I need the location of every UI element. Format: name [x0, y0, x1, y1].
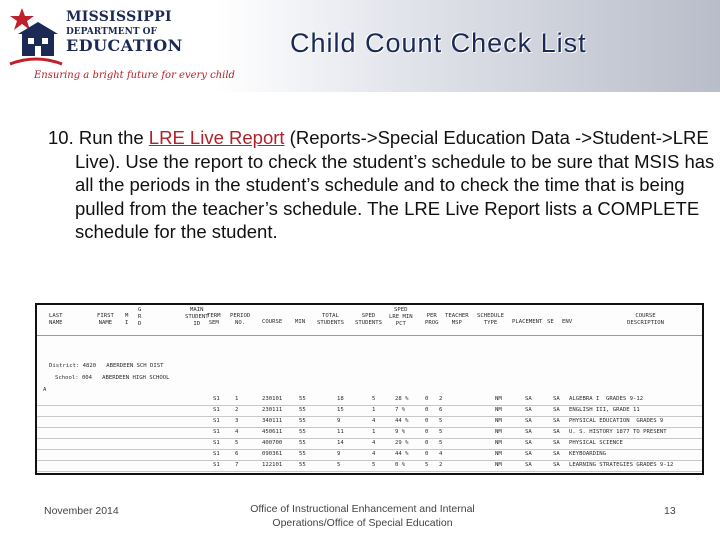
report-cell: 44 %: [395, 418, 409, 424]
report-column-header: LAST NAME: [49, 313, 63, 326]
report-row: [37, 406, 702, 417]
report-cell: 55: [299, 440, 306, 446]
report-cell: U. S. HISTORY 1877 TO PRESENT: [569, 429, 667, 435]
report-cell: 2: [235, 407, 239, 413]
report-cell: S1: [213, 396, 220, 402]
lre-live-report-link[interactable]: LRE Live Report: [148, 127, 285, 148]
report-cell: 0: [425, 407, 429, 413]
report-column-header: PLACEMENT: [512, 319, 543, 325]
report-cell: S1: [213, 407, 220, 413]
report-column-header: G R D: [138, 307, 142, 327]
report-cell: 14: [337, 440, 344, 446]
report-column-header: COURSE: [262, 319, 283, 325]
report-cell: 44 %: [395, 451, 409, 457]
report-cell: 6: [439, 407, 443, 413]
report-cell: 55: [299, 418, 306, 424]
report-cell: 2: [439, 396, 443, 402]
report-cell: 55: [299, 462, 306, 468]
report-cell: NM: [495, 407, 502, 413]
report-cell: 6: [235, 451, 239, 457]
instruction-prefix: 10. Run the: [48, 127, 149, 148]
report-cell: 4: [235, 429, 239, 435]
report-column-header: PER PROG: [425, 313, 439, 326]
star-schoolhouse-icon: [8, 4, 64, 68]
report-cell: 9 %: [395, 429, 406, 435]
report-row: [37, 450, 702, 461]
footer-office: Office of Instructional Enhancement and Internal Operations/Office of Special Education: [250, 503, 475, 529]
report-cell: 3: [235, 418, 239, 424]
report-cell: 29 %: [395, 440, 409, 446]
logo-edu: EDUCATION: [66, 36, 183, 55]
report-cell: 400700: [262, 440, 283, 446]
report-cell: 1: [372, 429, 376, 435]
report-cell: 0 %: [395, 462, 406, 468]
report-column-header: SPED LRE MIN PCT: [389, 307, 413, 327]
report-cell: 230111: [262, 407, 283, 413]
report-cell: NM: [495, 440, 502, 446]
report-cell: ALGEBRA I GRADES 9-12: [569, 396, 644, 402]
report-row: [37, 461, 702, 472]
report-cell: SA: [525, 451, 532, 457]
report-cell: SA: [553, 418, 560, 424]
report-row: [37, 439, 702, 450]
report-column-header: MIN: [295, 319, 306, 325]
footer-date: November 2014: [44, 505, 119, 517]
report-cell: NM: [495, 429, 502, 435]
report-column-header: SE: [547, 319, 554, 325]
report-cell: S1: [213, 429, 220, 435]
logo-name: MISSISSIPPI: [66, 9, 172, 25]
report-cell: 5: [372, 396, 376, 402]
report-marker: A: [43, 387, 47, 393]
report-cell: SA: [553, 462, 560, 468]
report-cell: NM: [495, 451, 502, 457]
instruction-paragraph: [48, 126, 715, 244]
report-cell: SA: [525, 396, 532, 402]
header-rule: [37, 335, 702, 336]
report-cell: 4: [372, 418, 376, 424]
report-column-header: M I: [125, 313, 129, 326]
report-cell: 7: [235, 462, 239, 468]
report-cell: 122101: [262, 462, 283, 468]
logo-dept: DEPARTMENT OF: [66, 27, 157, 37]
report-cell: 5: [425, 462, 429, 468]
report-cell: 28 %: [395, 396, 409, 402]
instruction-rest: (Reports->Special Education Data ->Student->LRE Live). Use the report to check the student’s schedule to be sure that MSIS has all the periods in the student’s schedule and to check the time that is being pulled from the teacher’s schedule. The LRE Live Report lists a COMPLETE schedule for the student.: [75, 127, 715, 242]
report-column-header: FIRST NAME: [97, 313, 114, 326]
report-cell: 5: [372, 462, 376, 468]
report-cell: 5: [439, 418, 443, 424]
report-row: [37, 395, 702, 406]
report-cell: 11: [337, 429, 344, 435]
school-line: School: 004 ABERDEEN HIGH SCHOOL: [55, 375, 170, 381]
report-cell: SA: [525, 407, 532, 413]
report-cell: KEYBOARDING: [569, 451, 607, 457]
report-cell: 0: [425, 429, 429, 435]
report-row: [37, 428, 702, 439]
report-cell: S1: [213, 462, 220, 468]
report-cell: 0: [425, 418, 429, 424]
report-cell: 55: [299, 429, 306, 435]
report-column-header: PERIOD NO.: [230, 313, 251, 326]
report-cell: 2: [439, 462, 443, 468]
report-cell: 55: [299, 451, 306, 457]
district-line: District: 4820 ABERDEEN SCH DIST: [49, 363, 164, 369]
header-band: [0, 0, 720, 92]
report-cell: SA: [525, 429, 532, 435]
report-cell: 230101: [262, 396, 283, 402]
report-row: [37, 417, 702, 428]
report-cell: SA: [525, 418, 532, 424]
report-cell: 1: [372, 407, 376, 413]
mde-logo: [8, 4, 235, 84]
report-cell: 5: [439, 429, 443, 435]
report-cell: SA: [525, 462, 532, 468]
report-cell: PHYSICAL EDUCATION GRADES 9: [569, 418, 664, 424]
report-column-header: SCHEDULE TYPE: [477, 313, 504, 326]
report-cell: SA: [525, 440, 532, 446]
report-cell: 15: [337, 407, 344, 413]
report-cell: NM: [495, 462, 502, 468]
report-cell: 450611: [262, 429, 283, 435]
report-column-header: TERM SEM: [207, 313, 221, 326]
report-cell: 4: [372, 451, 376, 457]
report-cell: 5: [235, 440, 239, 446]
report-cell: ENGLISH III, GRADE 11: [569, 407, 640, 413]
report-cell: 5: [439, 440, 443, 446]
report-column-header: MAIN STUDENT ID: [185, 307, 209, 327]
slide-title: Child Count Check List: [290, 28, 587, 58]
report-cell: NM: [495, 418, 502, 424]
report-cell: 090361: [262, 451, 283, 457]
report-cell: 0: [425, 396, 429, 402]
report-cell: 7 %: [395, 407, 406, 413]
report-cell: 1: [235, 396, 239, 402]
report-cell: SA: [553, 429, 560, 435]
report-column-header: TOTAL STUDENTS: [317, 313, 344, 326]
report-cell: PHYSICAL SCIENCE: [569, 440, 623, 446]
page-number: 13: [664, 505, 676, 517]
report-cell: 340111: [262, 418, 283, 424]
report-cell: SA: [553, 396, 560, 402]
report-cell: S1: [213, 418, 220, 424]
report-cell: 9: [337, 451, 341, 457]
report-cell: S1: [213, 451, 220, 457]
report-cell: SA: [553, 440, 560, 446]
report-cell: 9: [337, 418, 341, 424]
report-cell: NM: [495, 396, 502, 402]
report-cell: SA: [553, 407, 560, 413]
report-cell: 55: [299, 407, 306, 413]
report-cell: 0: [425, 440, 429, 446]
report-cell: SA: [553, 451, 560, 457]
report-cell: 4: [372, 440, 376, 446]
report-cell: 0: [425, 451, 429, 457]
report-column-header: SPED STUDENTS: [355, 313, 382, 326]
lre-live-report-screenshot: [35, 303, 704, 475]
report-cell: LEARNING STRATEGIES GRADES 9-12: [569, 462, 674, 468]
report-column-header: COURSE DESCRIPTION: [627, 313, 665, 326]
report-cell: 55: [299, 396, 306, 402]
report-cell: 18: [337, 396, 344, 402]
report-cell: 5: [337, 462, 341, 468]
report-cell: 4: [439, 451, 443, 457]
report-column-header: TEACHER MSP: [445, 313, 469, 326]
report-column-header: ENV: [562, 319, 573, 325]
logo-tagline: Ensuring a bright future for every child: [34, 70, 235, 81]
report-cell: S1: [213, 440, 220, 446]
